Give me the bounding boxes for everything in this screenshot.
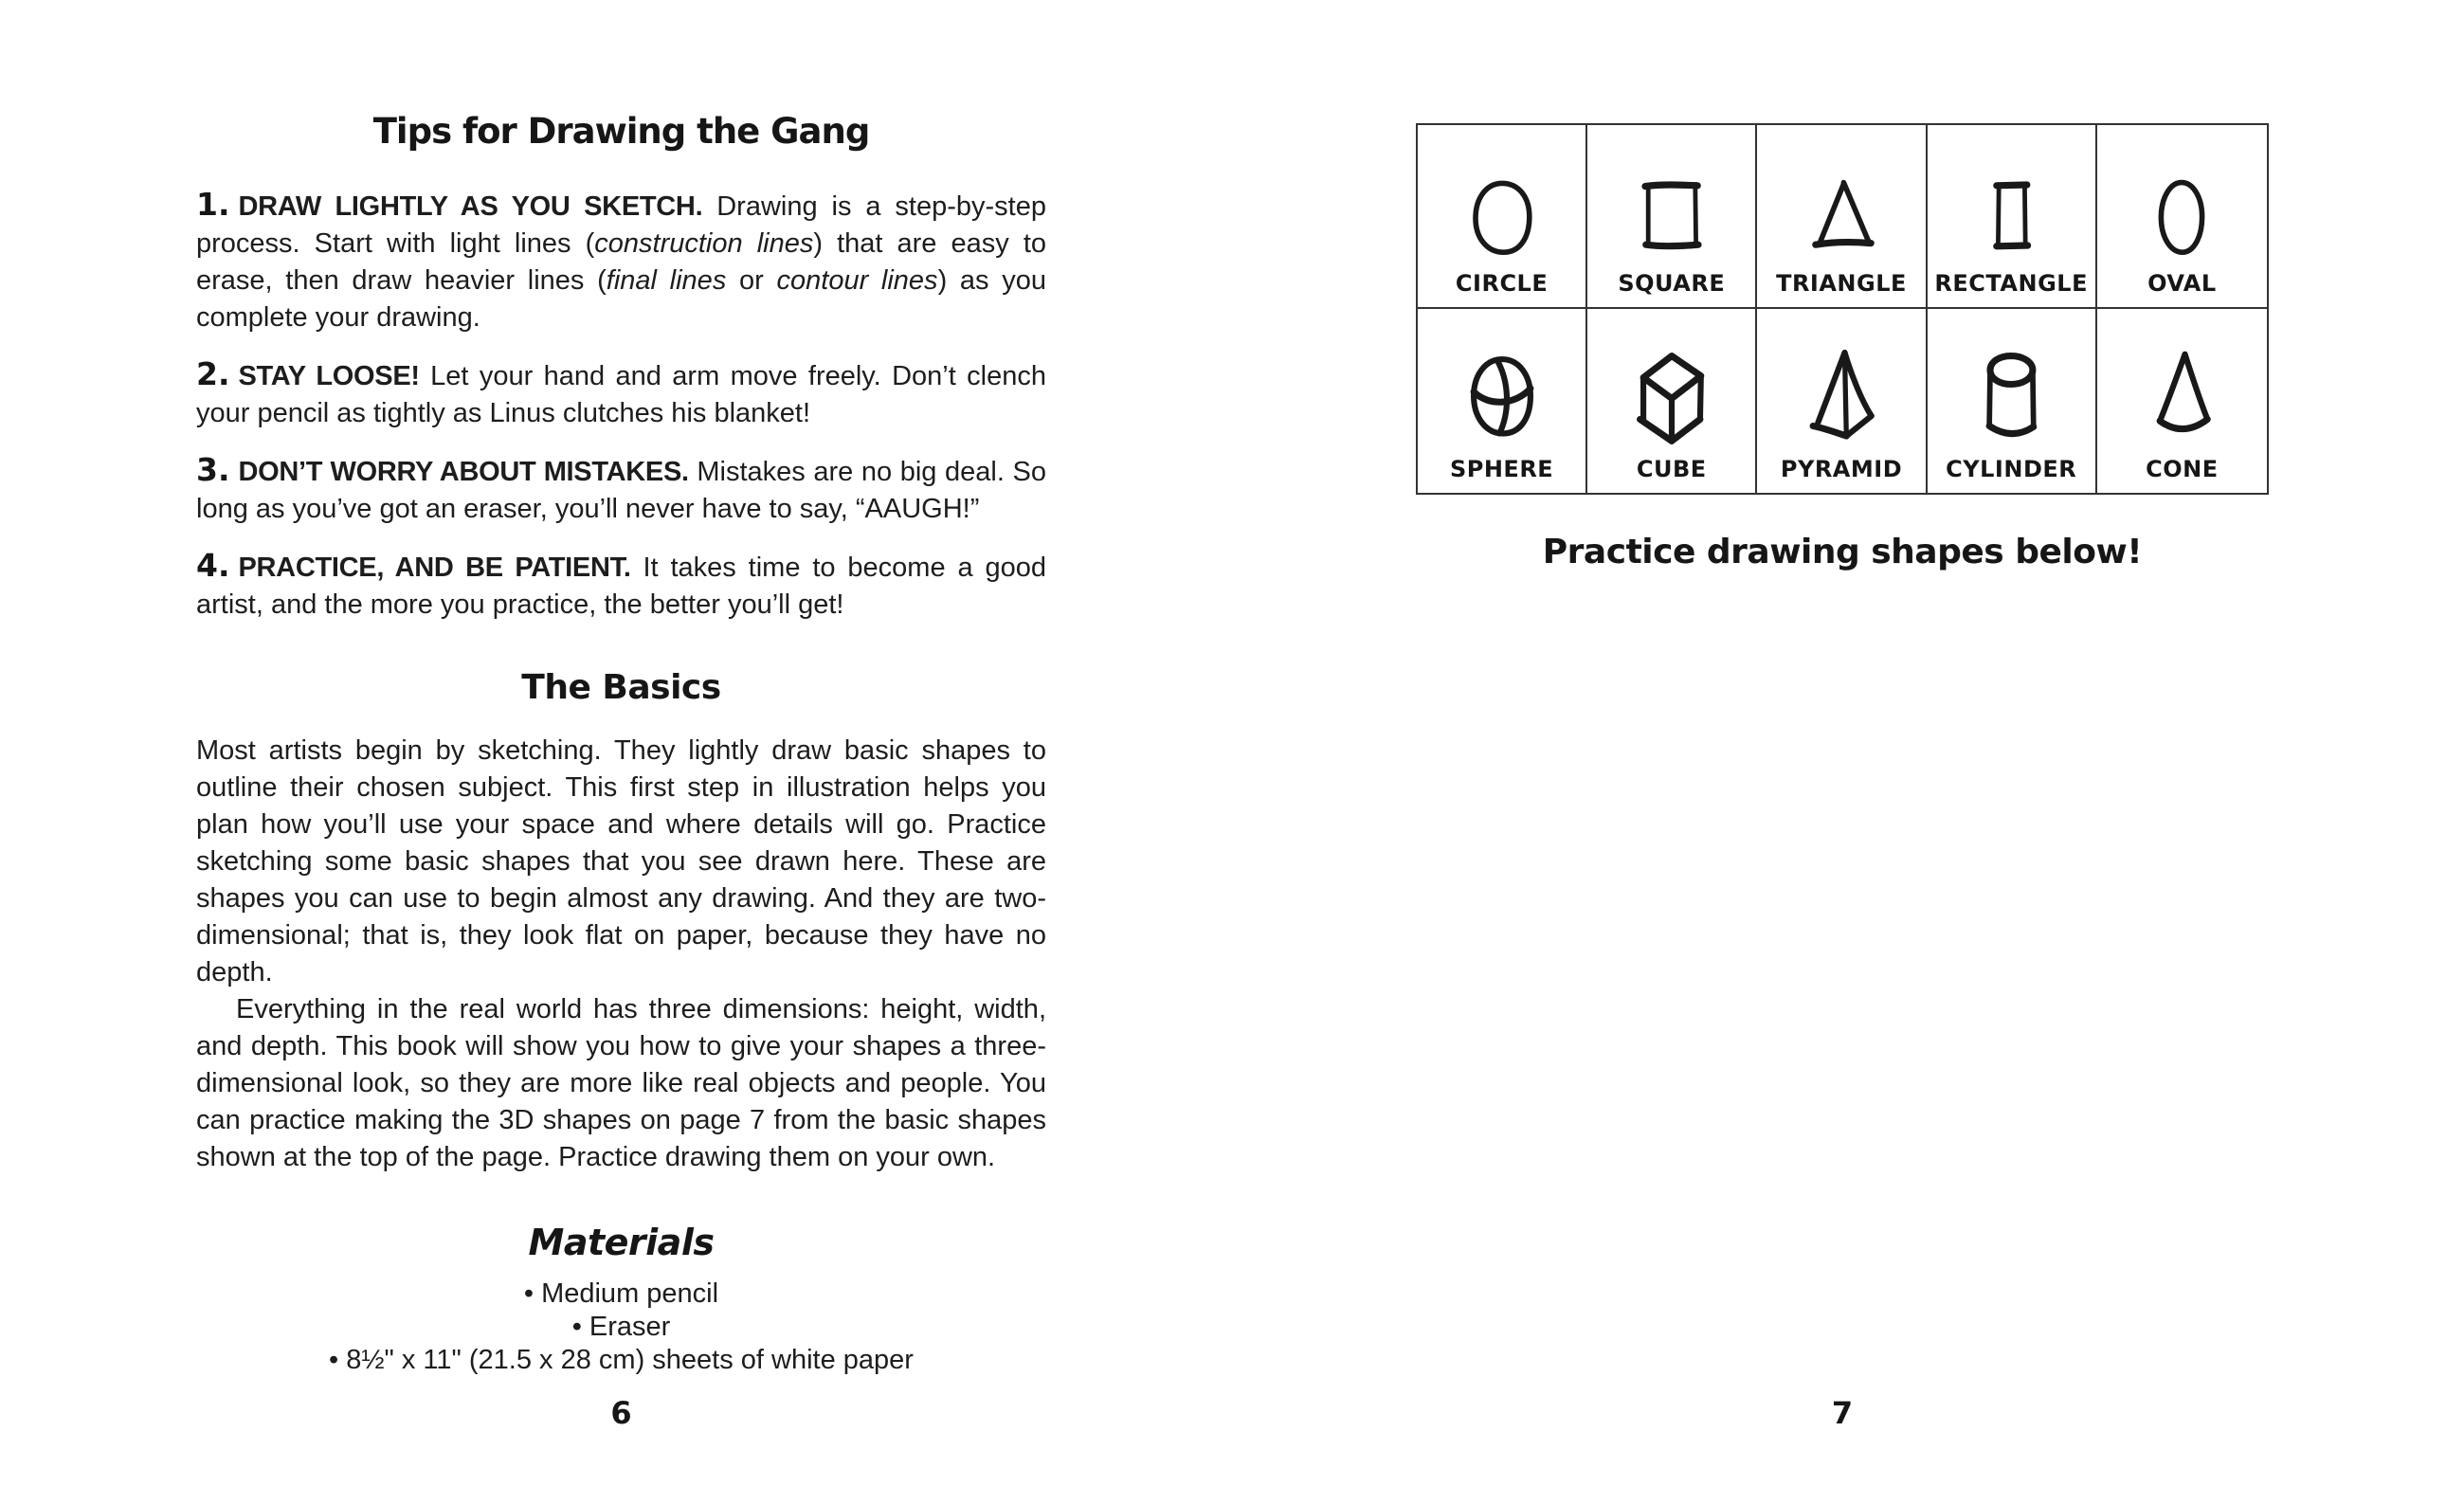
tip-1-text-4: ) as you complete your drawing. xyxy=(196,265,1046,333)
shape-cell-square xyxy=(1587,125,1757,309)
square-shape-icon xyxy=(1634,173,1710,264)
material-item xyxy=(196,1311,1046,1344)
tip-3-lead: DON’T WORRY ABOUT MISTAKES. xyxy=(238,457,689,487)
tip-2-number: 2. xyxy=(196,355,230,392)
tip-4-lead: PRACTICE, AND BE PATIENT. xyxy=(238,553,631,583)
basics-paragraph-2: Everything in the real world has three dimensions: height, width, and depth. This book will show you how to give your shapes a three-dimensional look, so they are more like real objects and people. You can practice making the 3D shapes on page 7 from the basic shapes shown at the top of the page. Practice drawing them on your own. xyxy=(196,994,1046,1172)
tip-1-italic-3: contour lines xyxy=(776,265,938,296)
tip-2 xyxy=(196,355,1046,432)
shape-cell-circle xyxy=(1418,125,1587,309)
material-item xyxy=(196,1344,1046,1377)
shape-label: SQUARE xyxy=(1618,270,1726,297)
bullet-icon: • xyxy=(523,1278,534,1309)
shape-cell-sphere xyxy=(1418,309,1587,493)
tip-3-text: Mistakes are no big deal. So long as you’ve got an eraser, you’ll never have to say, “AAUGH!” xyxy=(196,457,1046,524)
bullet-icon: • xyxy=(329,1345,339,1375)
shape-cell-pyramid xyxy=(1757,309,1927,493)
shape-cell-oval xyxy=(2097,125,2267,309)
tip-1-number: 1. xyxy=(196,186,230,223)
tip-4-text: It takes time to become a good artist, and the more you practice, the better you’ll get! xyxy=(196,553,1046,620)
tip-3 xyxy=(196,451,1046,528)
tip-2-lead: STAY LOOSE! xyxy=(238,361,420,391)
materials-heading: Materials xyxy=(528,1222,715,1263)
tip-4 xyxy=(196,547,1046,624)
cube-shape-icon xyxy=(1630,346,1713,450)
pyramid-shape-icon xyxy=(1800,346,1883,450)
tip-3-number: 3. xyxy=(196,451,230,488)
tip-1-italic-1: construction lines xyxy=(594,228,814,259)
tip-4-number: 4. xyxy=(196,547,230,584)
shape-label: CONE xyxy=(2146,456,2219,482)
material-item-text: Eraser xyxy=(589,1312,671,1342)
basics-paragraph-1: Most artists begin by sketching. They lightly draw basic shapes to outline their chosen subject. This first step in illustration helps you plan how you’ll use your space and where details will go. Practice sketching some basic shapes that you see drawn here. These are shapes you can use to begin almost any drawing. And they are two-dimensional; that is, they look flat on paper, because they have no depth. xyxy=(196,735,1046,988)
material-item-text: 8½" x 11" (21.5 x 28 cm) sheets of white paper xyxy=(346,1345,914,1375)
oval-shape-icon xyxy=(2144,173,2219,264)
tip-1-italic-2: final lines xyxy=(606,265,727,296)
materials-list xyxy=(196,1277,1046,1377)
cylinder-shape-icon xyxy=(1969,346,2053,450)
tip-1-text-2: ) that are easy to erase, then draw heavier lines ( xyxy=(196,228,1047,296)
page-left-content xyxy=(196,110,1046,1377)
shape-label: CIRCLE xyxy=(1455,270,1549,297)
tip-1-text-3: or xyxy=(726,265,777,296)
shape-cell-rectangle xyxy=(1928,125,2097,309)
circle-shape-icon xyxy=(1464,173,1540,264)
practice-heading: Practice drawing shapes below! xyxy=(1542,533,2143,571)
basics-heading: The Basics xyxy=(521,668,721,707)
material-item-text: Medium pencil xyxy=(541,1278,719,1309)
shape-label: RECTANGLE xyxy=(1934,270,2088,297)
shape-label: CYLINDER xyxy=(1946,456,2077,482)
material-item xyxy=(196,1277,1046,1311)
shape-cell-cube xyxy=(1587,309,1757,493)
shape-label: PYRAMID xyxy=(1780,456,1903,482)
tip-1 xyxy=(196,186,1046,336)
shape-cell-triangle xyxy=(1757,125,1927,309)
tip-2-text: Let your hand and arm move freely. Don’t clench your pencil as tightly as Linus clutches his blanket! xyxy=(196,361,1046,428)
shape-reference-grid xyxy=(1416,123,2269,495)
page-number-7: 7 xyxy=(1831,1395,1854,1431)
shape-label: OVAL xyxy=(2147,270,2217,297)
shape-label: TRIANGLE xyxy=(1776,270,1907,297)
shape-label: SPHERE xyxy=(1449,456,1554,482)
tip-1-text: Drawing is a step-by-step process. Start with light lines ( xyxy=(196,191,1046,259)
shape-label: CUBE xyxy=(1636,456,1707,482)
page-title: Tips for Drawing the Gang xyxy=(372,111,870,152)
triangle-shape-icon xyxy=(1803,173,1879,264)
cone-shape-icon xyxy=(2140,346,2223,450)
shape-cell-cylinder xyxy=(1928,309,2097,493)
bullet-icon: • xyxy=(571,1312,582,1342)
tip-1-lead: DRAW LIGHTLY AS YOU SKETCH. xyxy=(238,191,703,222)
shape-cell-cone xyxy=(2097,309,2267,493)
rectangle-shape-icon xyxy=(1973,173,2049,264)
sphere-shape-icon xyxy=(1460,346,1544,450)
page-number-6: 6 xyxy=(610,1395,632,1431)
